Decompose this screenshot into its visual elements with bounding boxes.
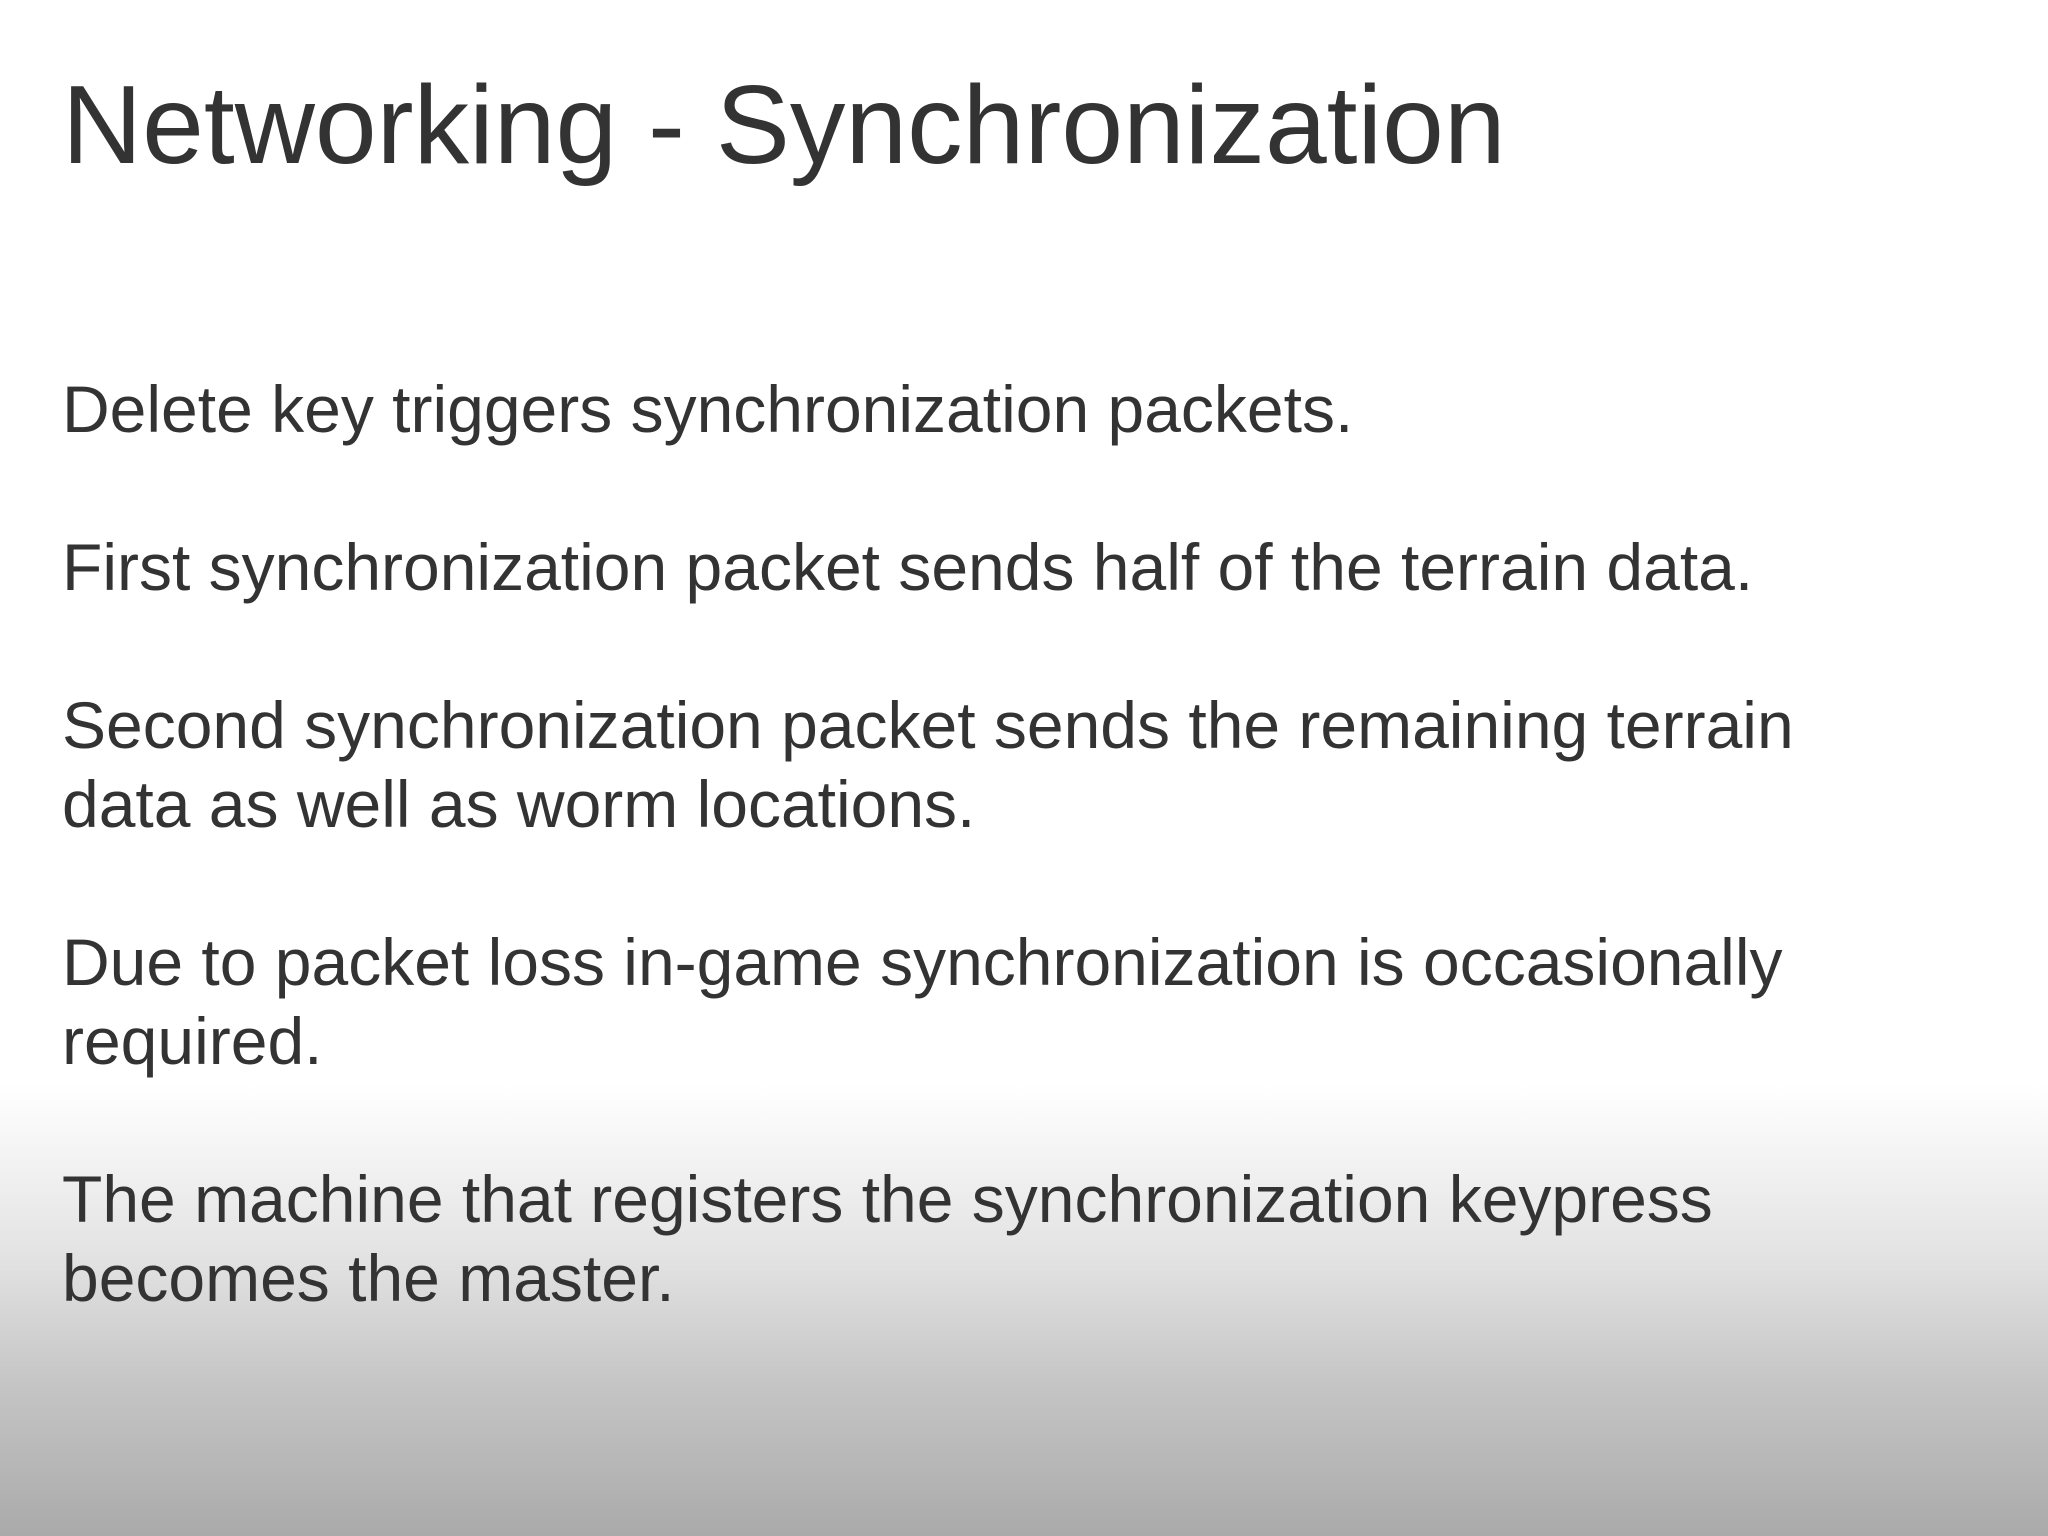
- paragraph-packet-loss: [62, 923, 1942, 1081]
- paragraph-second-packet: [62, 686, 1942, 844]
- paragraph-line: Second synchronization packet sends the remaining terrain: [62, 688, 1794, 762]
- paragraph-line: becomes the master.: [62, 1241, 675, 1315]
- paragraph-line: First synchronization packet sends half of the terrain data.: [62, 530, 1754, 604]
- paragraph-master-machine: [62, 1160, 1942, 1318]
- slide-title: Networking - Synchronization: [62, 63, 1506, 187]
- paragraph-line: Due to packet loss in-game synchronization is occasionally: [62, 925, 1783, 999]
- paragraph-line: Delete key triggers synchronization packets.: [62, 372, 1354, 446]
- paragraph-delete-key: [62, 370, 1942, 449]
- paragraph-line: data as well as worm locations.: [62, 767, 976, 841]
- paragraph-first-packet: [62, 528, 1942, 607]
- paragraph-line: The machine that registers the synchronization keypress: [62, 1162, 1713, 1236]
- paragraph-line: required.: [62, 1004, 323, 1078]
